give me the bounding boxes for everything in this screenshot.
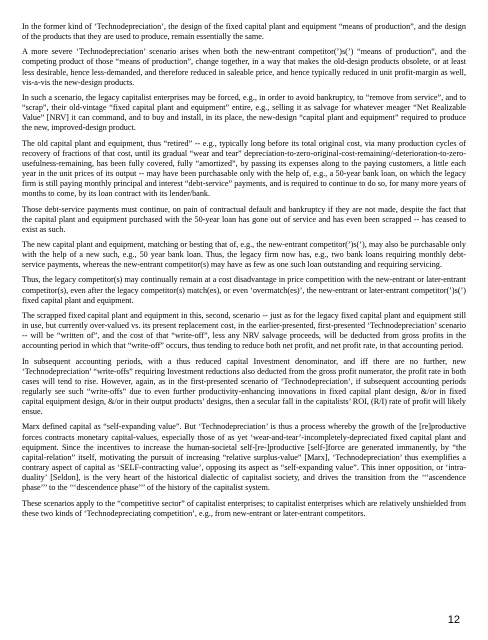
paragraph-2: A more severe ‘Technodepreciation’ scenario arises when both the new-entrant competitor(’)s(’) “means of production”, and the competing product of those “means of production”, change together, in a way that makes the old-design products obsolete, or at least less desirable, hence less-demanded, and therefore reduced in saleable price, and hence typically reduced in unit profit-margin as well, vis-a-vis the new-design products. — [22, 47, 466, 87]
paragraph-7: Thus, the legacy competitor(s) may continually remain at a cost disadvantage in price competition with the new-entrant or later-entrant competitor(s), even after the legacy competitor(s) match(es), or even ‘overmatch(es)’, the new-entrant or later-entrant competitor(’)s(’) fixed capital plant and equipment. — [22, 275, 466, 305]
paragraph-4: The old capital plant and equipment, thus “retired” -- e.g., typically long before its total original cost, via many production cycles of recovery of fractions of that cost, until its gradual “wear and tear” depreciation-to-zero-original-cost-remaining/-deterioration-to-zero-usefulness-remaining, has been fully covered, fully “amortized”, by passing its expenses along to the paying customers, a little each year in the unit prices of its output -- may have been purchasable only with the help of, e.g., a 50-year bank loan, on which the legacy firm is still paying monthly principal and interest “debt-service” payments, and is required to continue to do so, for many more years of months to come, by its loan contract with its lender/bank. — [22, 138, 466, 199]
paragraph-5: Those debt-service payments must continue, on pain of contractual default and bankruptcy if they are not made, despite the fact that the capital plant and equipment purchased with the 50-year loan has gone out of service and has even been scrapped -- has ceased to exist as such. — [22, 204, 466, 234]
paragraph-9: In subsequent accounting periods, with a thus reduced capital Investment denominator, and iff there are no further, new ‘Technodepreciation’ “write-offs” requiring Investment reductions also deducted from the gross profit numerator, the profit rate in both cases will tend to rise. However, again, as in the first-presented scenario of ‘Technodepreciation’, if subsequent accounting periods regularly see such “write-offs” due to even further productivity-enhancing innovations in fixed capital plant design, &/or in fixed capital equipment design, &/or in their output products’ designs, then a secular fall in the capitalists’ ROI, (R/I) rate of profit will likely ensue. — [22, 356, 466, 417]
page-number: 12 — [447, 614, 460, 626]
paragraph-3: In such a scenario, the legacy capitalist enterprises may be forced, e.g., in order to avoid bankruptcy, to “remove from service”, and to “scrap”, their old-vintage “fixed capital plant and equipment” entire, e.g., selling it as salvage for whatever meager “Net Realizable Value” [NRV] it can command, and to buy and install, in its place, the new-design “capital plant and equipment” required to produce the new, improved-design product. — [22, 92, 466, 133]
paragraph-6: The new capital plant and equipment, matching or besting that of, e.g., the new-entrant competitor(’)s(’), may also be purchasable only with the help of a new such, e.g., 50 year bank loan. Thus, the legacy firm now has, e.g., two bank loans requiring monthly debt-service payments, whereas the new-entrant competitor(s) may have as few as one such loan outstanding and requiring servicing. — [22, 239, 466, 270]
paragraph-10: Marx defined capital as “self-expanding value”. But ‘Technodepreciation’ is thus a process whereby the growth of the [re]productive forces contracts monetary capital-values, especially those of as yet ‘wear-and-tear’-incompletely-depreciated fixed capital plant and equipment. Since the incentives to increase the human-societal self-[re-]productive [self-]force are generated immanently, by “the capital-relation” itself, motivating the pursuit of increasing “relative surplus-value” [Marx], ‘Technodepreciation’ thus exemplifies a contrary aspect of capital as ‘SELF-contracting value’, opposing its aspect as “self-expanding value”. This inner opposition, or ‘intra-duality’ [Seldon], is the very heart of the historical dialectic of capitalist society, and drives the transition from the ‘‘‘ascendence phase’’’ to the ‘‘‘descendence phase’’’ of the history of the capitalist system. — [22, 422, 466, 493]
paragraph-8: The scrapped fixed capital plant and equipment in this, second, scenario -- just as for the legacy fixed capital plant and equipment still in use, but currently over-valued vs. its present replacement cost, in the earlier-presented, first-presented ‘Technodepreciation’ scenario -- will be “written of”, and the cost of that “write-off”, less any NRV salvage proceeds, will be deducted from gross profits in the accounting period in which that “write-off” occurs, thus tending to reduce both net profit, and net profit rate, in that accounting period. — [22, 310, 466, 351]
paragraph-11: These scenarios apply to the “competitive sector” of capitalist enterprises; to capitalist enterprises which are relatively unshielded from these two kinds of ‘Technodepreciating competition’, e.g., from new-entrant or later-entrant competitors. — [22, 498, 466, 518]
paragraph-1: In the former kind of ‘Technodepreciation’, the design of the fixed capital plant and equipment “means of production”, and the design of the products that they are used to produce, remain essentially the same. — [22, 22, 466, 42]
